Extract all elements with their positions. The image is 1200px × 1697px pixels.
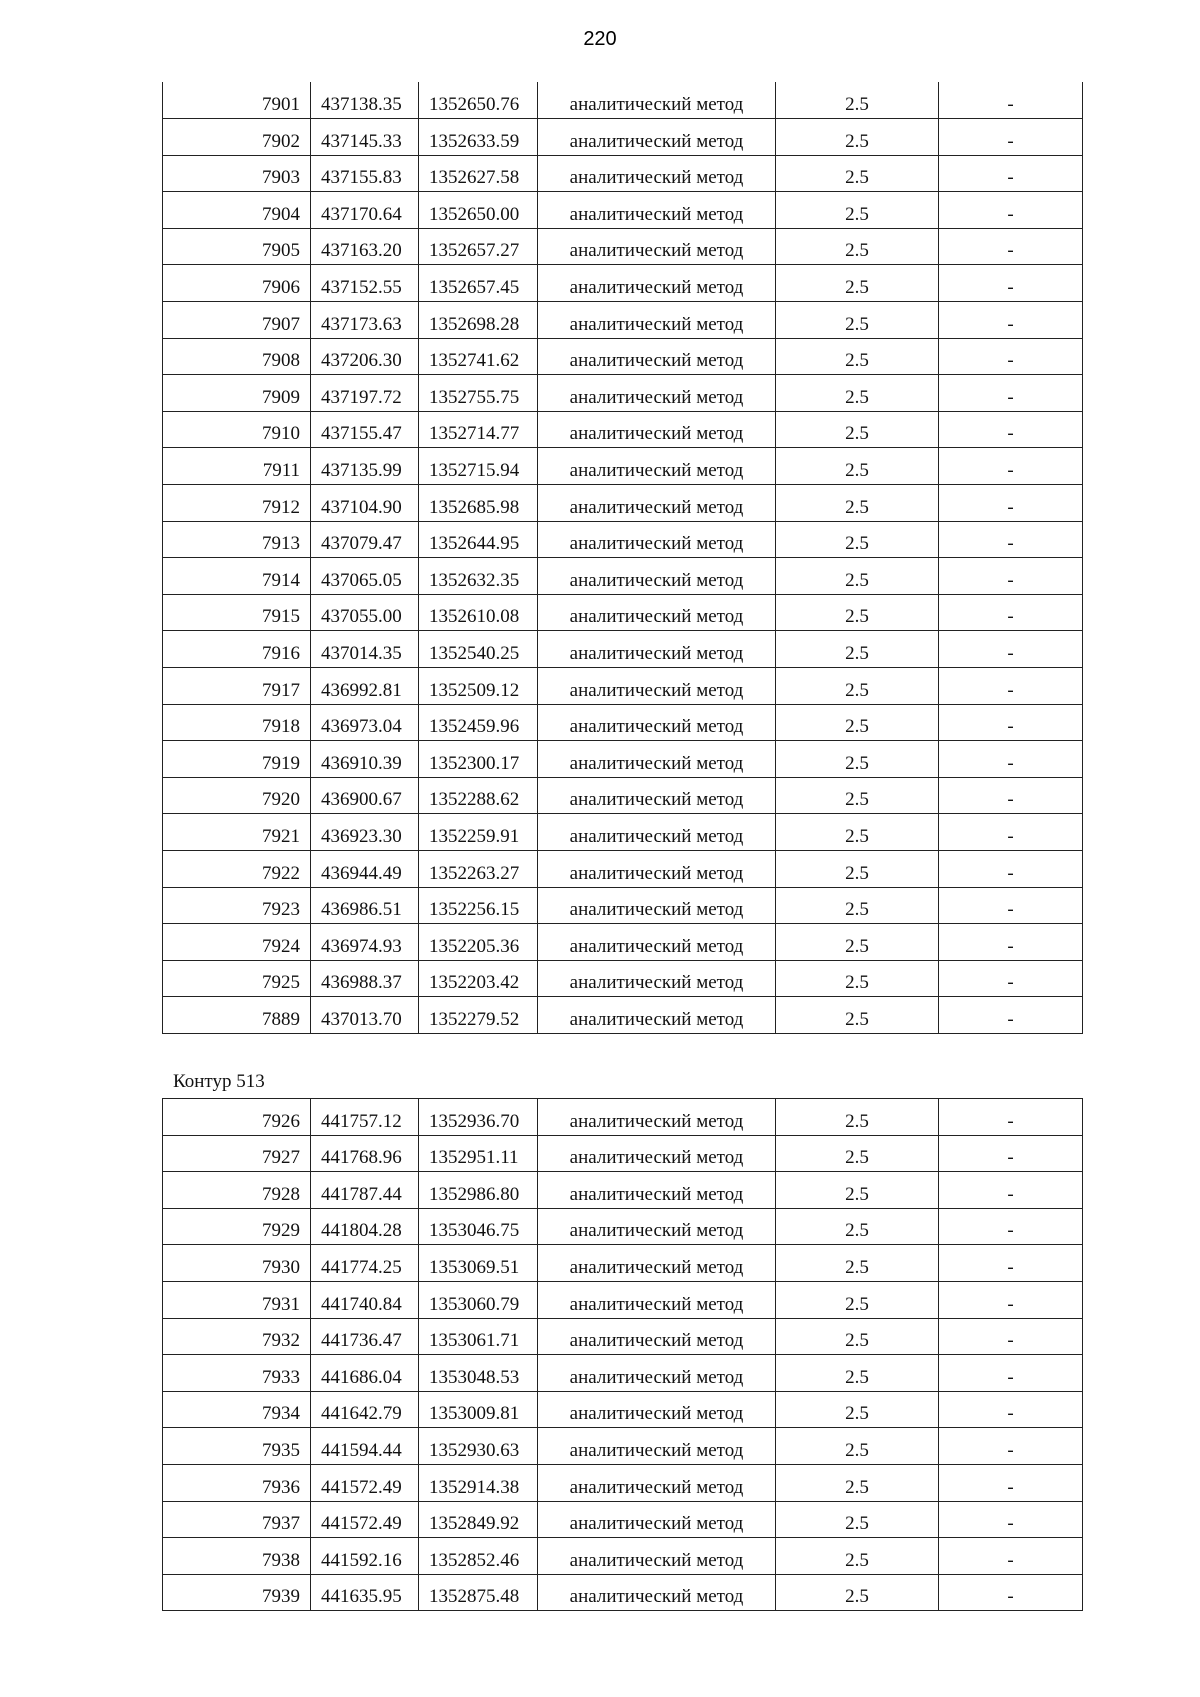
y-coordinate-cell: 1352650.76 xyxy=(419,82,538,119)
description-cell: - xyxy=(939,1099,1083,1136)
point-number-cell: 7910 xyxy=(163,411,311,448)
description-cell: - xyxy=(939,1391,1083,1428)
point-number-cell: 7928 xyxy=(163,1172,311,1209)
method-cell: аналитический метод xyxy=(538,338,776,375)
x-coordinate-cell: 441635.95 xyxy=(311,1574,419,1611)
precision-cell: 2.5 xyxy=(776,119,939,156)
x-coordinate-cell: 436992.81 xyxy=(311,668,419,705)
y-coordinate-cell: 1352203.42 xyxy=(419,960,538,997)
table-row xyxy=(163,1099,1083,1136)
table-row xyxy=(163,594,1083,631)
table-row xyxy=(163,1208,1083,1245)
precision-cell: 2.5 xyxy=(776,82,939,119)
table-row xyxy=(163,82,1083,119)
point-number-cell: 7914 xyxy=(163,558,311,595)
description-cell: - xyxy=(939,1538,1083,1575)
description-cell: - xyxy=(939,302,1083,339)
y-coordinate-cell: 1352300.17 xyxy=(419,741,538,778)
precision-cell: 2.5 xyxy=(776,704,939,741)
y-coordinate-cell: 1352714.77 xyxy=(419,411,538,448)
precision-cell: 2.5 xyxy=(776,997,939,1034)
precision-cell: 2.5 xyxy=(776,1501,939,1538)
point-number-cell: 7938 xyxy=(163,1538,311,1575)
y-coordinate-cell: 1352936.70 xyxy=(419,1099,538,1136)
y-coordinate-cell: 1353069.51 xyxy=(419,1245,538,1282)
table-row xyxy=(163,704,1083,741)
precision-cell: 2.5 xyxy=(776,1574,939,1611)
method-cell: аналитический метод xyxy=(538,1172,776,1209)
precision-cell: 2.5 xyxy=(776,1135,939,1172)
x-coordinate-cell: 436973.04 xyxy=(311,704,419,741)
y-coordinate-cell: 1352849.92 xyxy=(419,1501,538,1538)
y-coordinate-cell: 1352657.27 xyxy=(419,228,538,265)
y-coordinate-cell: 1352288.62 xyxy=(419,777,538,814)
y-coordinate-cell: 1352256.15 xyxy=(419,887,538,924)
method-cell: аналитический метод xyxy=(538,375,776,412)
table-row xyxy=(163,485,1083,522)
x-coordinate-cell: 437065.05 xyxy=(311,558,419,595)
method-cell: аналитический метод xyxy=(538,411,776,448)
table-row xyxy=(163,1355,1083,1392)
precision-cell: 2.5 xyxy=(776,265,939,302)
description-cell: - xyxy=(939,1208,1083,1245)
x-coordinate-cell: 437197.72 xyxy=(311,375,419,412)
x-coordinate-cell: 441686.04 xyxy=(311,1355,419,1392)
description-cell: - xyxy=(939,777,1083,814)
precision-cell: 2.5 xyxy=(776,228,939,265)
description-cell: - xyxy=(939,119,1083,156)
y-coordinate-cell: 1352986.80 xyxy=(419,1172,538,1209)
description-cell: - xyxy=(939,960,1083,997)
precision-cell: 2.5 xyxy=(776,668,939,705)
point-number-cell: 7930 xyxy=(163,1245,311,1282)
x-coordinate-cell: 437206.30 xyxy=(311,338,419,375)
x-coordinate-cell: 437145.33 xyxy=(311,119,419,156)
table-row xyxy=(163,1318,1083,1355)
point-number-cell: 7916 xyxy=(163,631,311,668)
table-row xyxy=(163,960,1083,997)
method-cell: аналитический метод xyxy=(538,741,776,778)
description-cell: - xyxy=(939,741,1083,778)
table-row xyxy=(163,375,1083,412)
x-coordinate-cell: 437079.47 xyxy=(311,521,419,558)
y-coordinate-cell: 1352741.62 xyxy=(419,338,538,375)
table-row xyxy=(163,814,1083,851)
table-row xyxy=(163,558,1083,595)
y-coordinate-cell: 1352698.28 xyxy=(419,302,538,339)
precision-cell: 2.5 xyxy=(776,594,939,631)
x-coordinate-cell: 437152.55 xyxy=(311,265,419,302)
point-number-cell: 7935 xyxy=(163,1428,311,1465)
description-cell: - xyxy=(939,850,1083,887)
point-number-cell: 7939 xyxy=(163,1574,311,1611)
description-cell: - xyxy=(939,558,1083,595)
x-coordinate-cell: 441774.25 xyxy=(311,1245,419,1282)
x-coordinate-cell: 437013.70 xyxy=(311,997,419,1034)
precision-cell: 2.5 xyxy=(776,1099,939,1136)
point-number-cell: 7932 xyxy=(163,1318,311,1355)
precision-cell: 2.5 xyxy=(776,1464,939,1501)
description-cell: - xyxy=(939,375,1083,412)
y-coordinate-cell: 1352914.38 xyxy=(419,1464,538,1501)
point-number-cell: 7920 xyxy=(163,777,311,814)
method-cell: аналитический метод xyxy=(538,1464,776,1501)
description-cell: - xyxy=(939,814,1083,851)
point-number-cell: 7909 xyxy=(163,375,311,412)
x-coordinate-cell: 441592.16 xyxy=(311,1538,419,1575)
x-coordinate-cell: 441736.47 xyxy=(311,1318,419,1355)
y-coordinate-cell: 1352633.59 xyxy=(419,119,538,156)
description-cell: - xyxy=(939,82,1083,119)
coordinates-table-continued xyxy=(162,82,1083,1034)
description-cell: - xyxy=(939,1464,1083,1501)
method-cell: аналитический метод xyxy=(538,521,776,558)
method-cell: аналитический метод xyxy=(538,960,776,997)
precision-cell: 2.5 xyxy=(776,558,939,595)
y-coordinate-cell: 1352540.25 xyxy=(419,631,538,668)
table-row xyxy=(163,155,1083,192)
table-row xyxy=(163,1281,1083,1318)
method-cell: аналитический метод xyxy=(538,631,776,668)
table-row xyxy=(163,997,1083,1034)
x-coordinate-cell: 441757.12 xyxy=(311,1099,419,1136)
table-row xyxy=(163,1501,1083,1538)
method-cell: аналитический метод xyxy=(538,155,776,192)
point-number-cell: 7925 xyxy=(163,960,311,997)
description-cell: - xyxy=(939,887,1083,924)
precision-cell: 2.5 xyxy=(776,521,939,558)
method-cell: аналитический метод xyxy=(538,558,776,595)
x-coordinate-cell: 437155.47 xyxy=(311,411,419,448)
method-cell: аналитический метод xyxy=(538,887,776,924)
y-coordinate-cell: 1352755.75 xyxy=(419,375,538,412)
method-cell: аналитический метод xyxy=(538,1574,776,1611)
description-cell: - xyxy=(939,228,1083,265)
precision-cell: 2.5 xyxy=(776,1208,939,1245)
table-row xyxy=(163,887,1083,924)
table-row xyxy=(163,448,1083,485)
table-row xyxy=(163,302,1083,339)
method-cell: аналитический метод xyxy=(538,777,776,814)
y-coordinate-cell: 1352685.98 xyxy=(419,485,538,522)
description-cell: - xyxy=(939,997,1083,1034)
x-coordinate-cell: 441768.96 xyxy=(311,1135,419,1172)
table-row xyxy=(163,119,1083,156)
method-cell: аналитический метод xyxy=(538,1501,776,1538)
precision-cell: 2.5 xyxy=(776,850,939,887)
point-number-cell: 7907 xyxy=(163,302,311,339)
precision-cell: 2.5 xyxy=(776,741,939,778)
table-row xyxy=(163,1574,1083,1611)
method-cell: аналитический метод xyxy=(538,997,776,1034)
method-cell: аналитический метод xyxy=(538,668,776,705)
point-number-cell: 7908 xyxy=(163,338,311,375)
description-cell: - xyxy=(939,1501,1083,1538)
y-coordinate-cell: 1352715.94 xyxy=(419,448,538,485)
table-row xyxy=(163,741,1083,778)
table-row xyxy=(163,1135,1083,1172)
x-coordinate-cell: 441787.44 xyxy=(311,1172,419,1209)
description-cell: - xyxy=(939,1245,1083,1282)
table-row xyxy=(163,1464,1083,1501)
description-cell: - xyxy=(939,485,1083,522)
table-row xyxy=(163,1245,1083,1282)
description-cell: - xyxy=(939,1355,1083,1392)
precision-cell: 2.5 xyxy=(776,777,939,814)
point-number-cell: 7927 xyxy=(163,1135,311,1172)
method-cell: аналитический метод xyxy=(538,1428,776,1465)
description-cell: - xyxy=(939,1318,1083,1355)
precision-cell: 2.5 xyxy=(776,155,939,192)
description-cell: - xyxy=(939,265,1083,302)
precision-cell: 2.5 xyxy=(776,887,939,924)
precision-cell: 2.5 xyxy=(776,960,939,997)
method-cell: аналитический метод xyxy=(538,594,776,631)
precision-cell: 2.5 xyxy=(776,924,939,961)
point-number-cell: 7933 xyxy=(163,1355,311,1392)
point-number-cell: 7926 xyxy=(163,1099,311,1136)
table-row xyxy=(163,411,1083,448)
y-coordinate-cell: 1352610.08 xyxy=(419,594,538,631)
method-cell: аналитический метод xyxy=(538,485,776,522)
method-cell: аналитический метод xyxy=(538,704,776,741)
point-number-cell: 7937 xyxy=(163,1501,311,1538)
description-cell: - xyxy=(939,1574,1083,1611)
description-cell: - xyxy=(939,155,1083,192)
precision-cell: 2.5 xyxy=(776,411,939,448)
contour-label: Контур 513 xyxy=(173,1071,265,1092)
description-cell: - xyxy=(939,521,1083,558)
table-row xyxy=(163,1391,1083,1428)
method-cell: аналитический метод xyxy=(538,192,776,229)
method-cell: аналитический метод xyxy=(538,924,776,961)
x-coordinate-cell: 436910.39 xyxy=(311,741,419,778)
point-number-cell: 7931 xyxy=(163,1281,311,1318)
method-cell: аналитический метод xyxy=(538,1099,776,1136)
precision-cell: 2.5 xyxy=(776,1318,939,1355)
y-coordinate-cell: 1353060.79 xyxy=(419,1281,538,1318)
method-cell: аналитический метод xyxy=(538,1318,776,1355)
x-coordinate-cell: 437014.35 xyxy=(311,631,419,668)
point-number-cell: 7902 xyxy=(163,119,311,156)
precision-cell: 2.5 xyxy=(776,192,939,229)
x-coordinate-cell: 441594.44 xyxy=(311,1428,419,1465)
y-coordinate-cell: 1352644.95 xyxy=(419,521,538,558)
description-cell: - xyxy=(939,192,1083,229)
y-coordinate-cell: 1352279.52 xyxy=(419,997,538,1034)
table-row xyxy=(163,777,1083,814)
point-number-cell: 7921 xyxy=(163,814,311,851)
point-number-cell: 7906 xyxy=(163,265,311,302)
x-coordinate-cell: 436974.93 xyxy=(311,924,419,961)
table-row xyxy=(163,1538,1083,1575)
x-coordinate-cell: 437104.90 xyxy=(311,485,419,522)
method-cell: аналитический метод xyxy=(538,265,776,302)
y-coordinate-cell: 1352632.35 xyxy=(419,558,538,595)
y-coordinate-cell: 1353061.71 xyxy=(419,1318,538,1355)
method-cell: аналитический метод xyxy=(538,1208,776,1245)
method-cell: аналитический метод xyxy=(538,448,776,485)
point-number-cell: 7934 xyxy=(163,1391,311,1428)
x-coordinate-cell: 441642.79 xyxy=(311,1391,419,1428)
method-cell: аналитический метод xyxy=(538,228,776,265)
point-number-cell: 7913 xyxy=(163,521,311,558)
method-cell: аналитический метод xyxy=(538,814,776,851)
precision-cell: 2.5 xyxy=(776,1245,939,1282)
precision-cell: 2.5 xyxy=(776,1281,939,1318)
point-number-cell: 7936 xyxy=(163,1464,311,1501)
x-coordinate-cell: 437163.20 xyxy=(311,228,419,265)
x-coordinate-cell: 437173.63 xyxy=(311,302,419,339)
method-cell: аналитический метод xyxy=(538,1355,776,1392)
precision-cell: 2.5 xyxy=(776,814,939,851)
point-number-cell: 7919 xyxy=(163,741,311,778)
precision-cell: 2.5 xyxy=(776,485,939,522)
precision-cell: 2.5 xyxy=(776,1538,939,1575)
x-coordinate-cell: 436944.49 xyxy=(311,850,419,887)
description-cell: - xyxy=(939,631,1083,668)
x-coordinate-cell: 441572.49 xyxy=(311,1464,419,1501)
description-cell: - xyxy=(939,668,1083,705)
x-coordinate-cell: 436900.67 xyxy=(311,777,419,814)
y-coordinate-cell: 1353048.53 xyxy=(419,1355,538,1392)
x-coordinate-cell: 441804.28 xyxy=(311,1208,419,1245)
method-cell: аналитический метод xyxy=(538,119,776,156)
table-row xyxy=(163,338,1083,375)
y-coordinate-cell: 1352263.27 xyxy=(419,850,538,887)
page-number: 220 xyxy=(583,28,617,50)
coordinates-table-contour-513 xyxy=(162,1098,1083,1611)
method-cell: аналитический метод xyxy=(538,1538,776,1575)
precision-cell: 2.5 xyxy=(776,338,939,375)
y-coordinate-cell: 1352852.46 xyxy=(419,1538,538,1575)
point-number-cell: 7905 xyxy=(163,228,311,265)
x-coordinate-cell: 441740.84 xyxy=(311,1281,419,1318)
x-coordinate-cell: 437055.00 xyxy=(311,594,419,631)
point-number-cell: 7924 xyxy=(163,924,311,961)
method-cell: аналитический метод xyxy=(538,850,776,887)
description-cell: - xyxy=(939,338,1083,375)
method-cell: аналитический метод xyxy=(538,302,776,339)
table-row xyxy=(163,192,1083,229)
description-cell: - xyxy=(939,1281,1083,1318)
description-cell: - xyxy=(939,1135,1083,1172)
y-coordinate-cell: 1352650.00 xyxy=(419,192,538,229)
point-number-cell: 7917 xyxy=(163,668,311,705)
y-coordinate-cell: 1352259.91 xyxy=(419,814,538,851)
point-number-cell: 7915 xyxy=(163,594,311,631)
point-number-cell: 7904 xyxy=(163,192,311,229)
description-cell: - xyxy=(939,704,1083,741)
point-number-cell: 7901 xyxy=(163,82,311,119)
x-coordinate-cell: 436988.37 xyxy=(311,960,419,997)
precision-cell: 2.5 xyxy=(776,1391,939,1428)
point-number-cell: 7922 xyxy=(163,850,311,887)
point-number-cell: 7912 xyxy=(163,485,311,522)
x-coordinate-cell: 437170.64 xyxy=(311,192,419,229)
precision-cell: 2.5 xyxy=(776,1428,939,1465)
y-coordinate-cell: 1352657.45 xyxy=(419,265,538,302)
description-cell: - xyxy=(939,924,1083,961)
method-cell: аналитический метод xyxy=(538,82,776,119)
table-row xyxy=(163,1172,1083,1209)
point-number-cell: 7923 xyxy=(163,887,311,924)
method-cell: аналитический метод xyxy=(538,1281,776,1318)
point-number-cell: 7889 xyxy=(163,997,311,1034)
table-row xyxy=(163,668,1083,705)
point-number-cell: 7903 xyxy=(163,155,311,192)
table-row xyxy=(163,265,1083,302)
x-coordinate-cell: 436986.51 xyxy=(311,887,419,924)
y-coordinate-cell: 1352627.58 xyxy=(419,155,538,192)
table-row xyxy=(163,1428,1083,1465)
x-coordinate-cell: 441572.49 xyxy=(311,1501,419,1538)
description-cell: - xyxy=(939,1172,1083,1209)
method-cell: аналитический метод xyxy=(538,1391,776,1428)
description-cell: - xyxy=(939,448,1083,485)
y-coordinate-cell: 1352951.11 xyxy=(419,1135,538,1172)
table-row xyxy=(163,521,1083,558)
table-row xyxy=(163,631,1083,668)
point-number-cell: 7929 xyxy=(163,1208,311,1245)
point-number-cell: 7911 xyxy=(163,448,311,485)
x-coordinate-cell: 437135.99 xyxy=(311,448,419,485)
y-coordinate-cell: 1352930.63 xyxy=(419,1428,538,1465)
method-cell: аналитический метод xyxy=(538,1245,776,1282)
x-coordinate-cell: 437138.35 xyxy=(311,82,419,119)
point-number-cell: 7918 xyxy=(163,704,311,741)
x-coordinate-cell: 436923.30 xyxy=(311,814,419,851)
table-row xyxy=(163,850,1083,887)
description-cell: - xyxy=(939,411,1083,448)
y-coordinate-cell: 1353046.75 xyxy=(419,1208,538,1245)
precision-cell: 2.5 xyxy=(776,302,939,339)
y-coordinate-cell: 1352875.48 xyxy=(419,1574,538,1611)
y-coordinate-cell: 1352205.36 xyxy=(419,924,538,961)
precision-cell: 2.5 xyxy=(776,1172,939,1209)
precision-cell: 2.5 xyxy=(776,1355,939,1392)
precision-cell: 2.5 xyxy=(776,375,939,412)
method-cell: аналитический метод xyxy=(538,1135,776,1172)
precision-cell: 2.5 xyxy=(776,448,939,485)
description-cell: - xyxy=(939,1428,1083,1465)
precision-cell: 2.5 xyxy=(776,631,939,668)
x-coordinate-cell: 437155.83 xyxy=(311,155,419,192)
table-row xyxy=(163,924,1083,961)
description-cell: - xyxy=(939,594,1083,631)
y-coordinate-cell: 1353009.81 xyxy=(419,1391,538,1428)
table-row xyxy=(163,228,1083,265)
y-coordinate-cell: 1352459.96 xyxy=(419,704,538,741)
y-coordinate-cell: 1352509.12 xyxy=(419,668,538,705)
